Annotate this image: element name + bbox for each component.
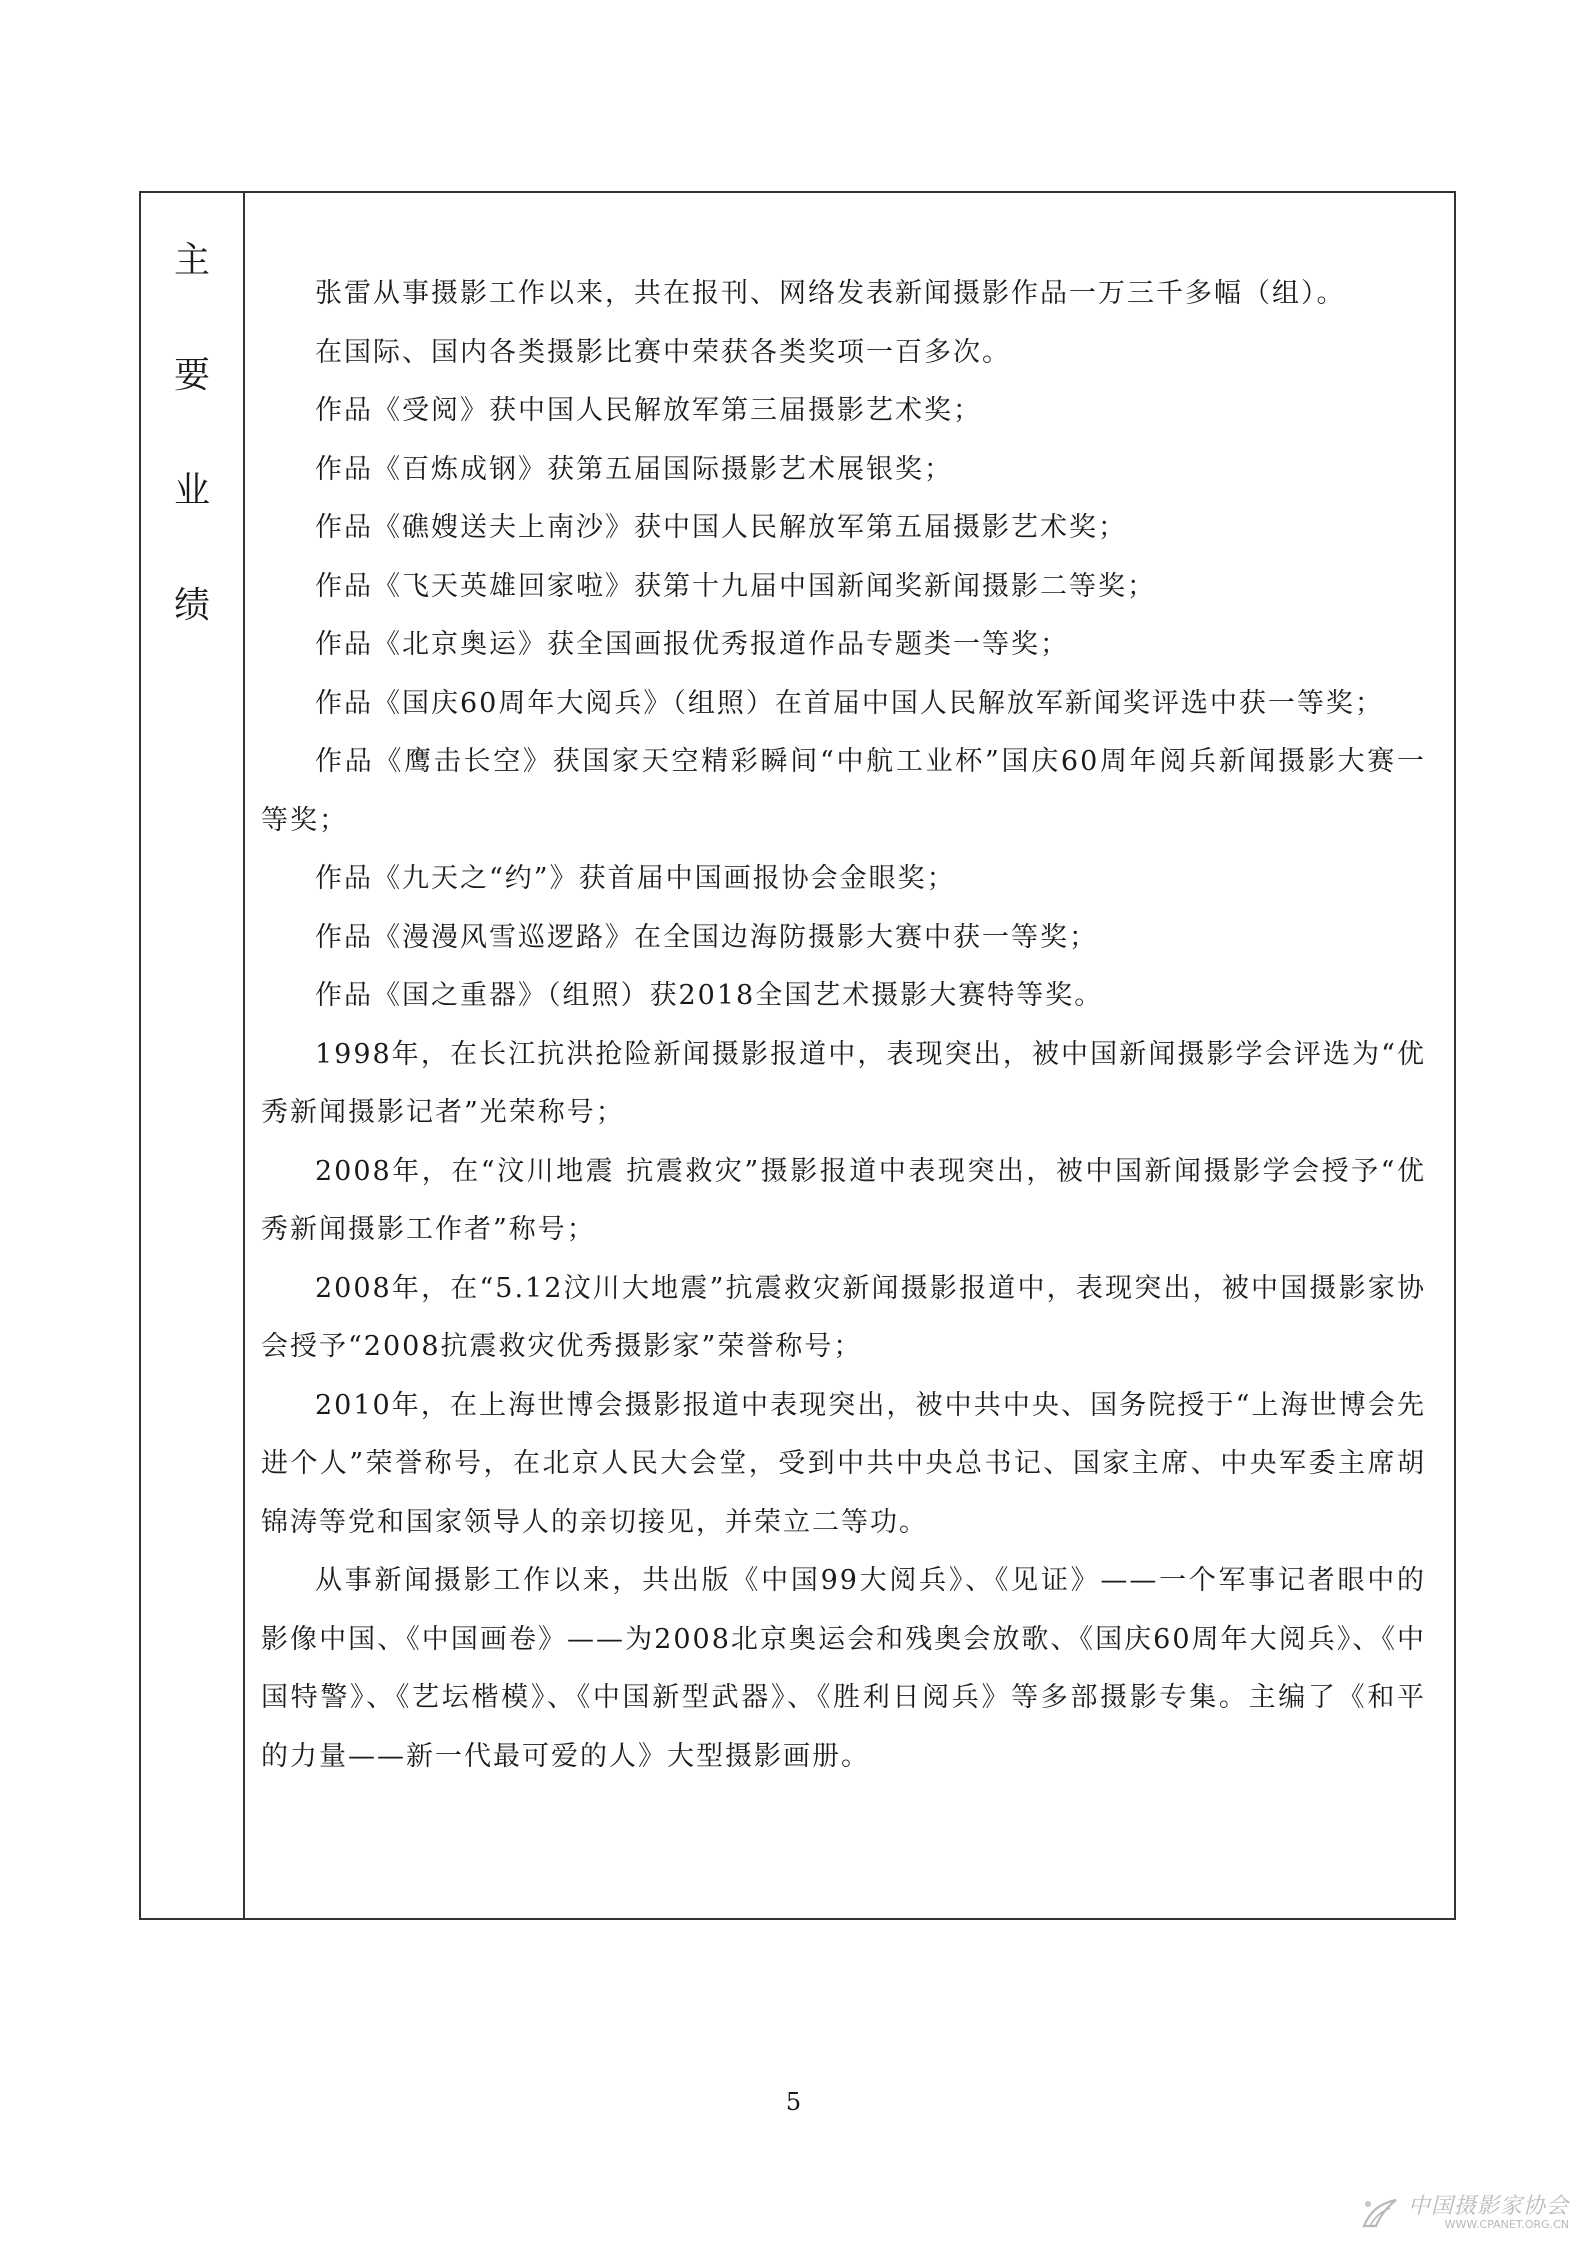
section-label-char: 要 xyxy=(173,355,210,396)
achievement-paragraph: 2008年，在“汶川地震 抗震救灾”摄影报道中表现突出，被中国新闻摄影学会授予“优秀新闻摄影工作者”称号； xyxy=(261,1155,1426,1245)
achievements-content xyxy=(245,193,1454,1918)
section-label-char: 绩 xyxy=(173,585,210,626)
achievement-paragraph: 作品《飞天英雄回家啦》获第十九届中国新闻奖新闻摄影二等奖； xyxy=(315,570,1156,602)
achievement-paragraph: 2010年，在上海世博会摄影报道中表现突出，被中共中央、国务院授于“上海世博会先进个人”荣誉称号，在北京人民大会堂，受到中共中央总书记、国家主席、中央军委主席胡锦涛等党和国家领导人的亲切接见，并荣立二等功。 xyxy=(261,1389,1426,1538)
cpa-logo-icon xyxy=(1360,2196,1400,2230)
watermark xyxy=(1360,2195,1569,2231)
achievement-paragraph: 作品《漫漫风雪巡逻路》在全国边海防摄影大赛中获一等奖； xyxy=(315,921,1098,953)
achievement-paragraph: 作品《九天之“约”》获首届中国画报协会金眼奖； xyxy=(315,863,956,894)
achievement-paragraph: 张雷从事摄影工作以来，共在报刊、网络发表新闻摄影作品一万三千多幅（组）。 xyxy=(315,278,1346,309)
achievement-paragraph: 作品《国之重器》（组照）获2018全国艺术摄影大赛特等奖。 xyxy=(315,980,1104,1011)
achievement-paragraph: 作品《国庆60周年大阅兵》（组照）在首届中国人民解放军新闻奖评选中获一等奖； xyxy=(315,687,1384,719)
achievement-paragraph: 2008年，在“5.12汶川大地震”抗震救灾新闻摄影报道中，表现突出，被中国摄影家协会授予“2008抗震救灾优秀摄影家”荣誉称号； xyxy=(261,1272,1426,1362)
achievement-paragraph: 1998年，在长江抗洪抢险新闻摄影报道中，表现突出，被中国新闻摄影学会评选为“优秀新闻摄影记者”光荣称号； xyxy=(261,1038,1426,1128)
achievements-table xyxy=(139,191,1456,1920)
achievement-paragraph: 作品《北京奥运》获全国画报优秀报道作品专题类一等奖； xyxy=(315,629,1069,660)
achievement-paragraph: 作品《百炼成钢》获第五届国际摄影艺术展银奖； xyxy=(315,453,953,485)
section-label-char: 主 xyxy=(173,240,210,281)
watermark-name: 中国摄影家协会 xyxy=(1407,2194,1569,2219)
section-label-char: 业 xyxy=(173,470,210,511)
achievement-paragraph: 从事新闻摄影工作以来，共出版《中国99大阅兵》、《见证》——一个军事记者眼中的影像中国、《中国画卷》——为2008北京奥运会和残奥会放歌、《国庆60周年大阅兵》、《中国特警》、《艺坛楷模》、《中国新型武器》、《胜利日阅兵》等多部摄影专集。主编了《和平的力量——新一代最可爱的人》大型摄影画册。 xyxy=(261,1565,1426,1772)
achievement-paragraph: 作品《礁嫂送夫上南沙》获中国人民解放军第五届摄影艺术奖； xyxy=(315,512,1127,543)
achievement-paragraph: 在国际、国内各类摄影比赛中荣获各类奖项一百多次。 xyxy=(315,336,1011,368)
section-label-cell xyxy=(141,193,245,1918)
page-number: 5 xyxy=(785,2088,802,2116)
achievement-paragraph: 作品《鹰击长空》获国家天空精彩瞬间“中航工业杯”国庆60周年阅兵新闻摄影大赛一等奖； xyxy=(261,746,1426,836)
watermark-url: WWW.CPANET.ORG.CN xyxy=(1444,2218,1569,2231)
achievement-paragraph: 作品《受阅》获中国人民解放军第三届摄影艺术奖； xyxy=(315,395,982,426)
